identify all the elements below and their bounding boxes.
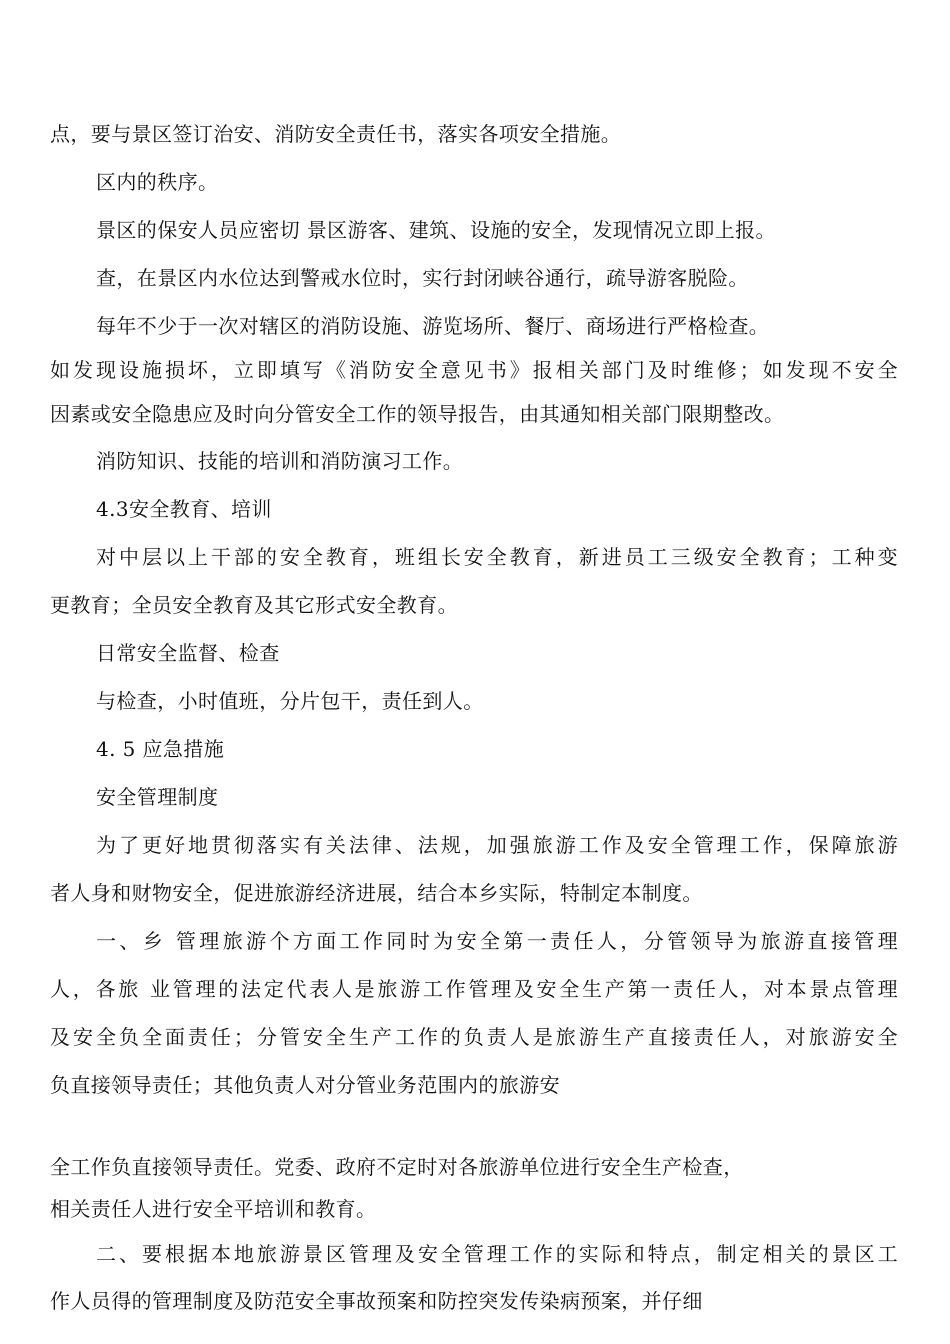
- section-heading: 4.3安全教育、培训: [96, 497, 272, 521]
- text-line: 因素或安全隐患应及时向分管安全工作的领导报告，由其通知相关部门限期整改。: [50, 402, 785, 426]
- text-line: 作人员得的管理制度及防范安全事故预案和防控突发传染病预案，并仔细: [50, 1289, 703, 1313]
- text-line: 每年不少于一次对辖区的消防设施、游览场所、餐厅、商场进行严格检查。: [96, 314, 770, 338]
- text-line: 对中层以上干部的安全教育，班组长安全教育，新进员工三级安全教育；工种变: [96, 545, 898, 569]
- text-line: 者人身和财物安全，促进旅游经济进展，结合本乡实际，特制定本制度。: [50, 881, 703, 905]
- text-line: 消防知识、技能的培训和消防演习工作。: [96, 449, 464, 473]
- text-line: 如发现设施损坏，立即填写《消防安全意见书》报相关部门及时维修；如发现不安全: [50, 358, 898, 382]
- text-line: 区内的秩序。: [96, 170, 219, 194]
- text-line: 更教育；全员安全教育及其它形式安全教育。: [50, 593, 458, 617]
- text-line: 为了更好地贯彻落实有关法律、法规，加强旅游工作及安全管理工作，保障旅游: [96, 833, 898, 857]
- text-line: 全工作负直接领导责任。党委、政府不定时对各旅游单位进行安全生产检查，: [50, 1155, 744, 1179]
- section-heading: 安全管理制度: [96, 785, 219, 809]
- text-line: 人，各旅 业管理的法定代表人是旅游工作管理及安全生产第一责任人，对本景点管理: [50, 977, 898, 1001]
- section-heading: 4. 5 应急措施: [96, 737, 225, 761]
- text-line: 相关责任人进行安全平培训和教育。: [50, 1197, 377, 1221]
- text-line: 一、乡 管理旅游个方面工作同时为安全第一责任人，分管领导为旅游直接管理: [96, 929, 898, 953]
- text-line: 二、要根据本地旅游景区管理及安全管理工作的实际和特点，制定相关的景区工: [96, 1242, 898, 1266]
- text-line: 景区的保安人员应密切 景区游客、建筑、设施的安全，发现情况立即上报。: [96, 218, 776, 242]
- text-line: 点，要与景区签订治安、消防安全责任书，落实各项安全措施。: [50, 122, 622, 146]
- section-heading: 日常安全监督、检查: [96, 641, 280, 665]
- text-line: 查，在景区内水位达到警戒水位时，实行封闭峡谷通行，疏导游客脱险。: [96, 266, 749, 290]
- text-line: 负直接领导责任；其他负责人对分管业务范围内的旅游安: [50, 1073, 560, 1097]
- text-line: 与检查，小时值班，分片包干，责任到人。: [96, 689, 484, 713]
- text-line: 及安全负全面责任；分管安全生产工作的负责人是旅游生产直接责任人，对旅游安全: [50, 1025, 898, 1049]
